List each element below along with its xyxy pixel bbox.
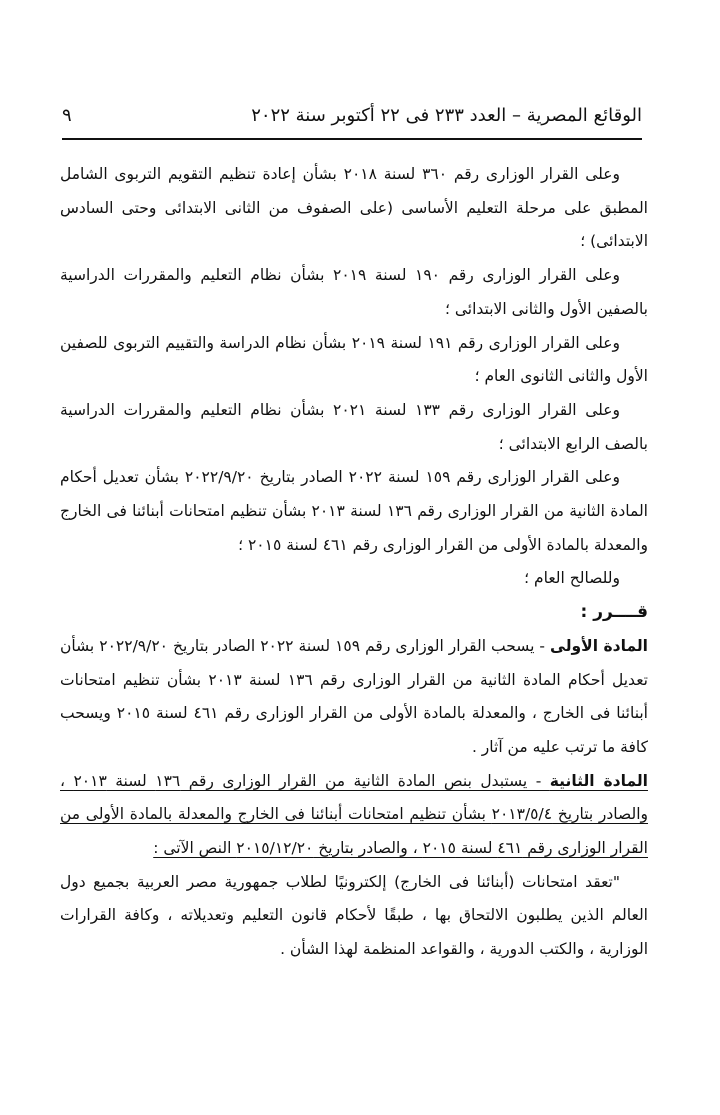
document-body — [60, 158, 648, 967]
preamble-paragraph: وعلى القرار الوزارى رقم ٣٦٠ لسنة ٢٠١٨ بشأن إعادة تنظيم التقويم التربوى الشامل المطبق على مرحلة التعليم الأساسى (على الصفوف من الثانى الابتدائى وحتى السادس الابتدائى) ؛ — [60, 165, 648, 251]
publication-title: الوقائع المصرية – العدد ٢٣٣ فى ٢٢ أكتوبر سنة ٢٠٢٢ — [251, 105, 642, 126]
decision-heading: قــــرر : — [580, 602, 648, 623]
article-one — [60, 630, 648, 765]
page-number: ٩ — [62, 105, 72, 126]
article-two-title: المادة الثانية — [549, 771, 648, 790]
preamble-paragraph: وعلى القرار الوزارى رقم ١٥٩ لسنة ٢٠٢٢ الصادر بتاريخ ٢٠٢٢/٩/٢٠ بشأن تعديل أحكام المادة الثانية من القرار الوزارى رقم ١٣٦ لسنة ٢٠١٣ بشأن تنظيم امتحانات أبنائنا فى الخارج والمعدلة بالمادة الأولى من القرار الوزارى رقم ٤٦١ لسنة ٢٠١٥ ؛ — [60, 468, 648, 554]
article-two-text: - يستبدل بنص المادة الثانية من القرار الوزارى رقم ١٣٦ لسنة ٢٠١٣ ، والصادر بتاريخ ٢٠١٣/٥/٤ بشأن تنظيم امتحانات أبنائنا فى الخارج والمعدلة بالمادة الأولى من القرار الوزارى رقم ٤٦١ لسنة ٢٠١٥ ، والصادر بتاريخ ٢٠١٥/١٢/٢٠ النص الآتى : — [60, 771, 648, 858]
preamble-paragraph: وعلى القرار الوزارى رقم ١٩١ لسنة ٢٠١٩ بشأن نظام الدراسة والتقييم التربوى للصفين الأول والثانى الثانوى العام ؛ — [60, 333, 648, 386]
preamble-paragraph: وللصالح العام ؛ — [524, 569, 620, 588]
quoted-article-text: "تعقد امتحانات (أبنائنا فى الخارج) إلكترونيًا لطلاب جمهورية مصر العربية بجميع دول العالم الذين يطلبون الالتحاق بها ، طبقًا لأحكام قانون التعليم وتعديلاته ، وكافة القرارات الوزارية ، والكتب الدورية ، والقواعد المنظمة لهذا الشأن . — [60, 872, 648, 959]
preamble-paragraph: وعلى القرار الوزارى رقم ١٣٣ لسنة ٢٠٢١ بشأن نظام التعليم والمقررات الدراسية بالصف الرابع الابتدائى ؛ — [60, 400, 648, 453]
article-one-text: - يسحب القرار الوزارى رقم ١٥٩ لسنة ٢٠٢٢ الصادر بتاريخ ٢٠٢٢/٩/٢٠ بشأن تعديل أحكام المادة الثانية من القرار الوزارى رقم ١٣٦ لسنة ٢٠١٣ بشأن تنظيم امتحانات أبنائنا فى الخارج ، والمعدلة بالمادة الأولى من القرار الوزارى رقم ٤٦١ لسنة ٢٠١٥ ويسحب كافة ما ترتب عليه من آثار . — [60, 636, 648, 756]
preamble-paragraph: وعلى القرار الوزارى رقم ١٩٠ لسنة ٢٠١٩ بشأن نظام التعليم والمقررات الدراسية بالصفين الأول والثانى الابتدائى ؛ — [60, 266, 648, 318]
page-header — [62, 96, 642, 126]
article-two — [60, 765, 648, 866]
header-divider — [62, 138, 642, 140]
article-one-title: المادة الأولى — [550, 636, 648, 655]
